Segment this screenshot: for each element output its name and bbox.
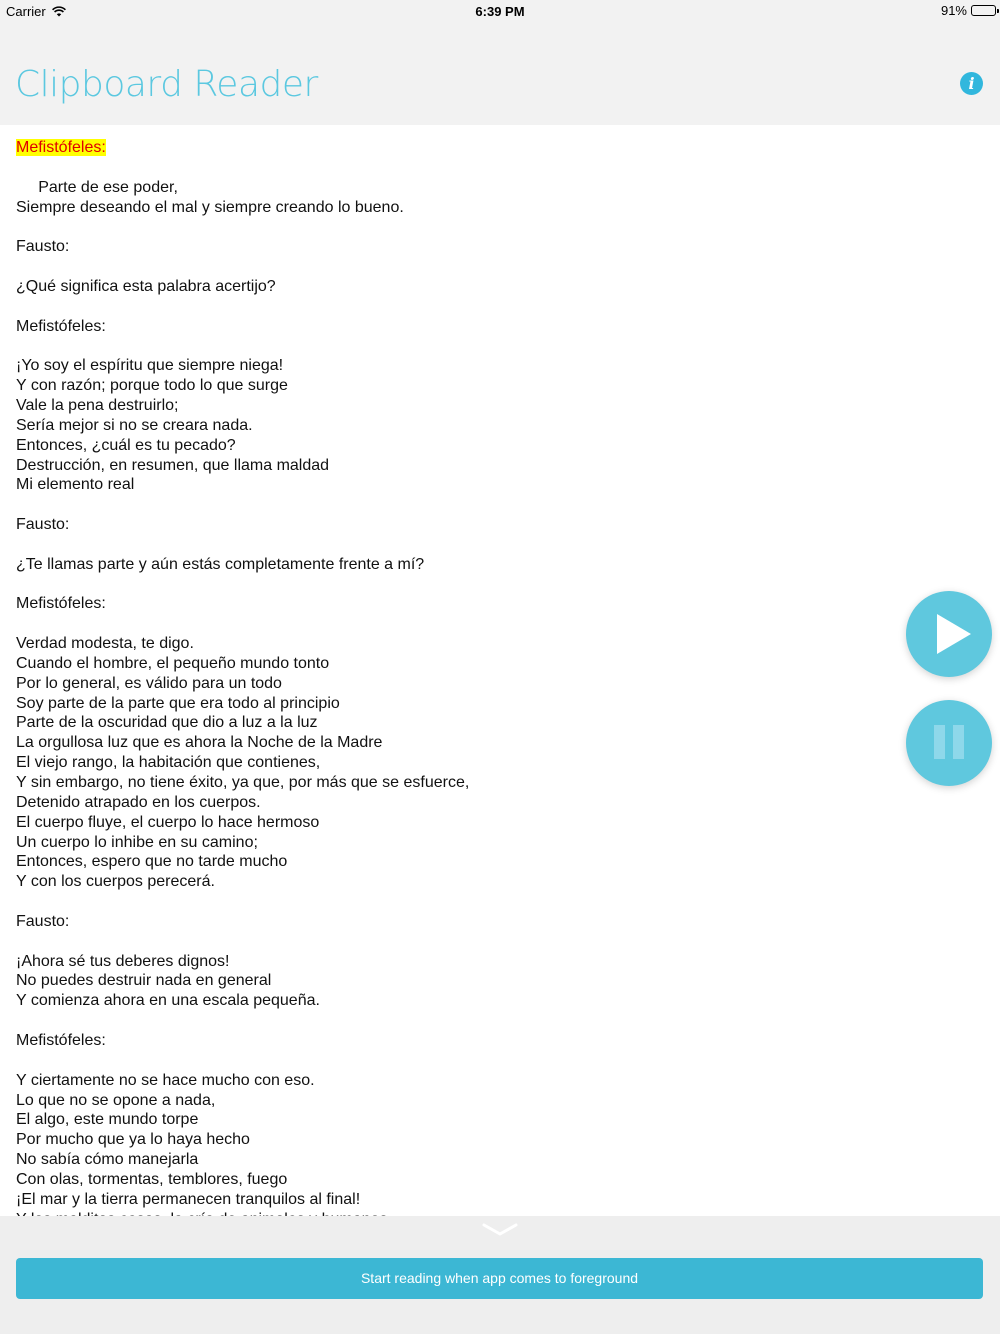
app-title: Clipboard Reader	[15, 64, 318, 105]
reader-line	[16, 217, 896, 237]
reader-line	[16, 575, 896, 595]
reader-line: Y con los cuerpos perecerá.	[16, 873, 215, 891]
reader-line	[16, 495, 896, 515]
reader-line: ¡El mar y la tierra permanecen tranquilos al final!	[16, 1190, 361, 1208]
current-reading-highlight: Mefistófeles:	[16, 139, 106, 156]
reader-line: Y con razón; porque todo lo que surge	[16, 377, 288, 395]
reader-line	[16, 1011, 896, 1031]
info-icon[interactable]: i	[960, 72, 983, 95]
reader-line: Vale la pena destruirlo;	[16, 396, 179, 414]
reader-line: Mefistófeles:	[16, 1031, 106, 1049]
reader-line: Por lo general, es válido para un todo	[16, 674, 282, 692]
play-button[interactable]	[906, 591, 992, 677]
reader-line: Siempre deseando el mal y siempre creando lo bueno.	[16, 198, 404, 216]
reader-line: No puedes destruir nada en general	[16, 972, 272, 990]
reader-line: El cuerpo fluye, el cuerpo lo hace hermoso	[16, 813, 320, 831]
reader-line: Y ciertamente no se hace mucho con eso.	[16, 1071, 315, 1089]
reader-line	[16, 158, 896, 178]
start-reading-foreground-button[interactable]: Start reading when app comes to foreground	[16, 1258, 983, 1299]
reader-line	[16, 336, 896, 356]
reader-line: La orgullosa luz que es ahora la Noche de la Madre	[16, 734, 383, 752]
reader-line: Y sin embargo, no tiene éxito, ya que, por más que se esfuerce,	[16, 774, 470, 791]
reader-line: Mefistófeles:	[16, 317, 106, 335]
reader-line: Soy parte de la parte que era todo al principio	[16, 694, 340, 712]
pause-button[interactable]	[906, 700, 992, 786]
status-bar	[0, 0, 1000, 22]
reader-line: Fausto:	[16, 912, 70, 930]
pause-icon	[934, 725, 945, 759]
reader-line	[16, 297, 896, 317]
reader-line: Detenido atrapado en los cuerpos.	[16, 793, 261, 811]
battery-group	[941, 3, 996, 18]
reader-line: Mefistófeles:	[16, 595, 106, 613]
reader-line: ¿Te llamas parte y aún estás completamente frente a mí?	[16, 555, 425, 573]
clock: 6:39 PM	[475, 4, 525, 19]
reader-line	[16, 614, 896, 634]
reader-line	[16, 257, 896, 277]
reader-line	[16, 932, 896, 952]
reader-line: Verdad modesta, te digo.	[16, 635, 194, 653]
play-icon	[937, 614, 971, 654]
reader-line: El viejo rango, la habitación que contienes,	[16, 754, 321, 772]
reader-line: Cuando el hombre, el pequeño mundo tonto	[16, 654, 330, 672]
reader-line: Fausto:	[16, 516, 70, 534]
reader-line: No sabía cómo manejarla	[16, 1151, 199, 1169]
reader-line: Parte de la oscuridad que dio a luz a la luz	[16, 714, 318, 732]
reader-line: Destrucción, en resumen, que llama maldad	[16, 456, 330, 474]
reader-line: Entonces, ¿cuál es tu pecado?	[16, 436, 236, 454]
reader-line: Entonces, espero que no tarde mucho	[16, 853, 288, 871]
chevron-down-icon[interactable]	[482, 1222, 518, 1238]
reader-line: ¿Qué significa esta palabra acertijo?	[16, 277, 276, 295]
reader-line: Lo que no se opone a nada,	[16, 1091, 216, 1109]
battery-percent: 91%	[940, 3, 967, 18]
reader-line: Fausto:	[16, 238, 70, 256]
reader-line: Con olas, tormentas, temblores, fuego	[16, 1170, 288, 1188]
reader-line: Parte de ese poder,	[16, 178, 178, 196]
reader-text-view[interactable]	[16, 138, 896, 1216]
reader-line: El algo, este mundo torpe	[16, 1111, 199, 1129]
reader-line	[16, 535, 896, 555]
battery-icon	[971, 5, 996, 16]
reader-line: Un cuerpo lo inhibe en su camino;	[16, 833, 258, 851]
carrier-label: Carrier	[6, 4, 46, 19]
reader-line: Por mucho que ya lo haya hecho	[16, 1131, 250, 1149]
pause-icon-bar	[953, 725, 964, 759]
reader-line	[16, 892, 896, 912]
reader-line: ¡Yo soy el espíritu que siempre niega!	[16, 357, 284, 375]
reader-line: Mi elemento real	[16, 476, 135, 494]
bottom-panel	[0, 1216, 1000, 1334]
reader-line: ¡Ahora sé tus deberes dignos!	[16, 952, 230, 970]
reader-line: Y comienza ahora en una escala pequeña.	[16, 992, 320, 1010]
reader-line: Sería mejor si no se creara nada.	[16, 416, 253, 434]
reader-line	[16, 1051, 896, 1071]
reader-line-speaker	[16, 138, 896, 158]
nav-bar	[0, 22, 1000, 125]
